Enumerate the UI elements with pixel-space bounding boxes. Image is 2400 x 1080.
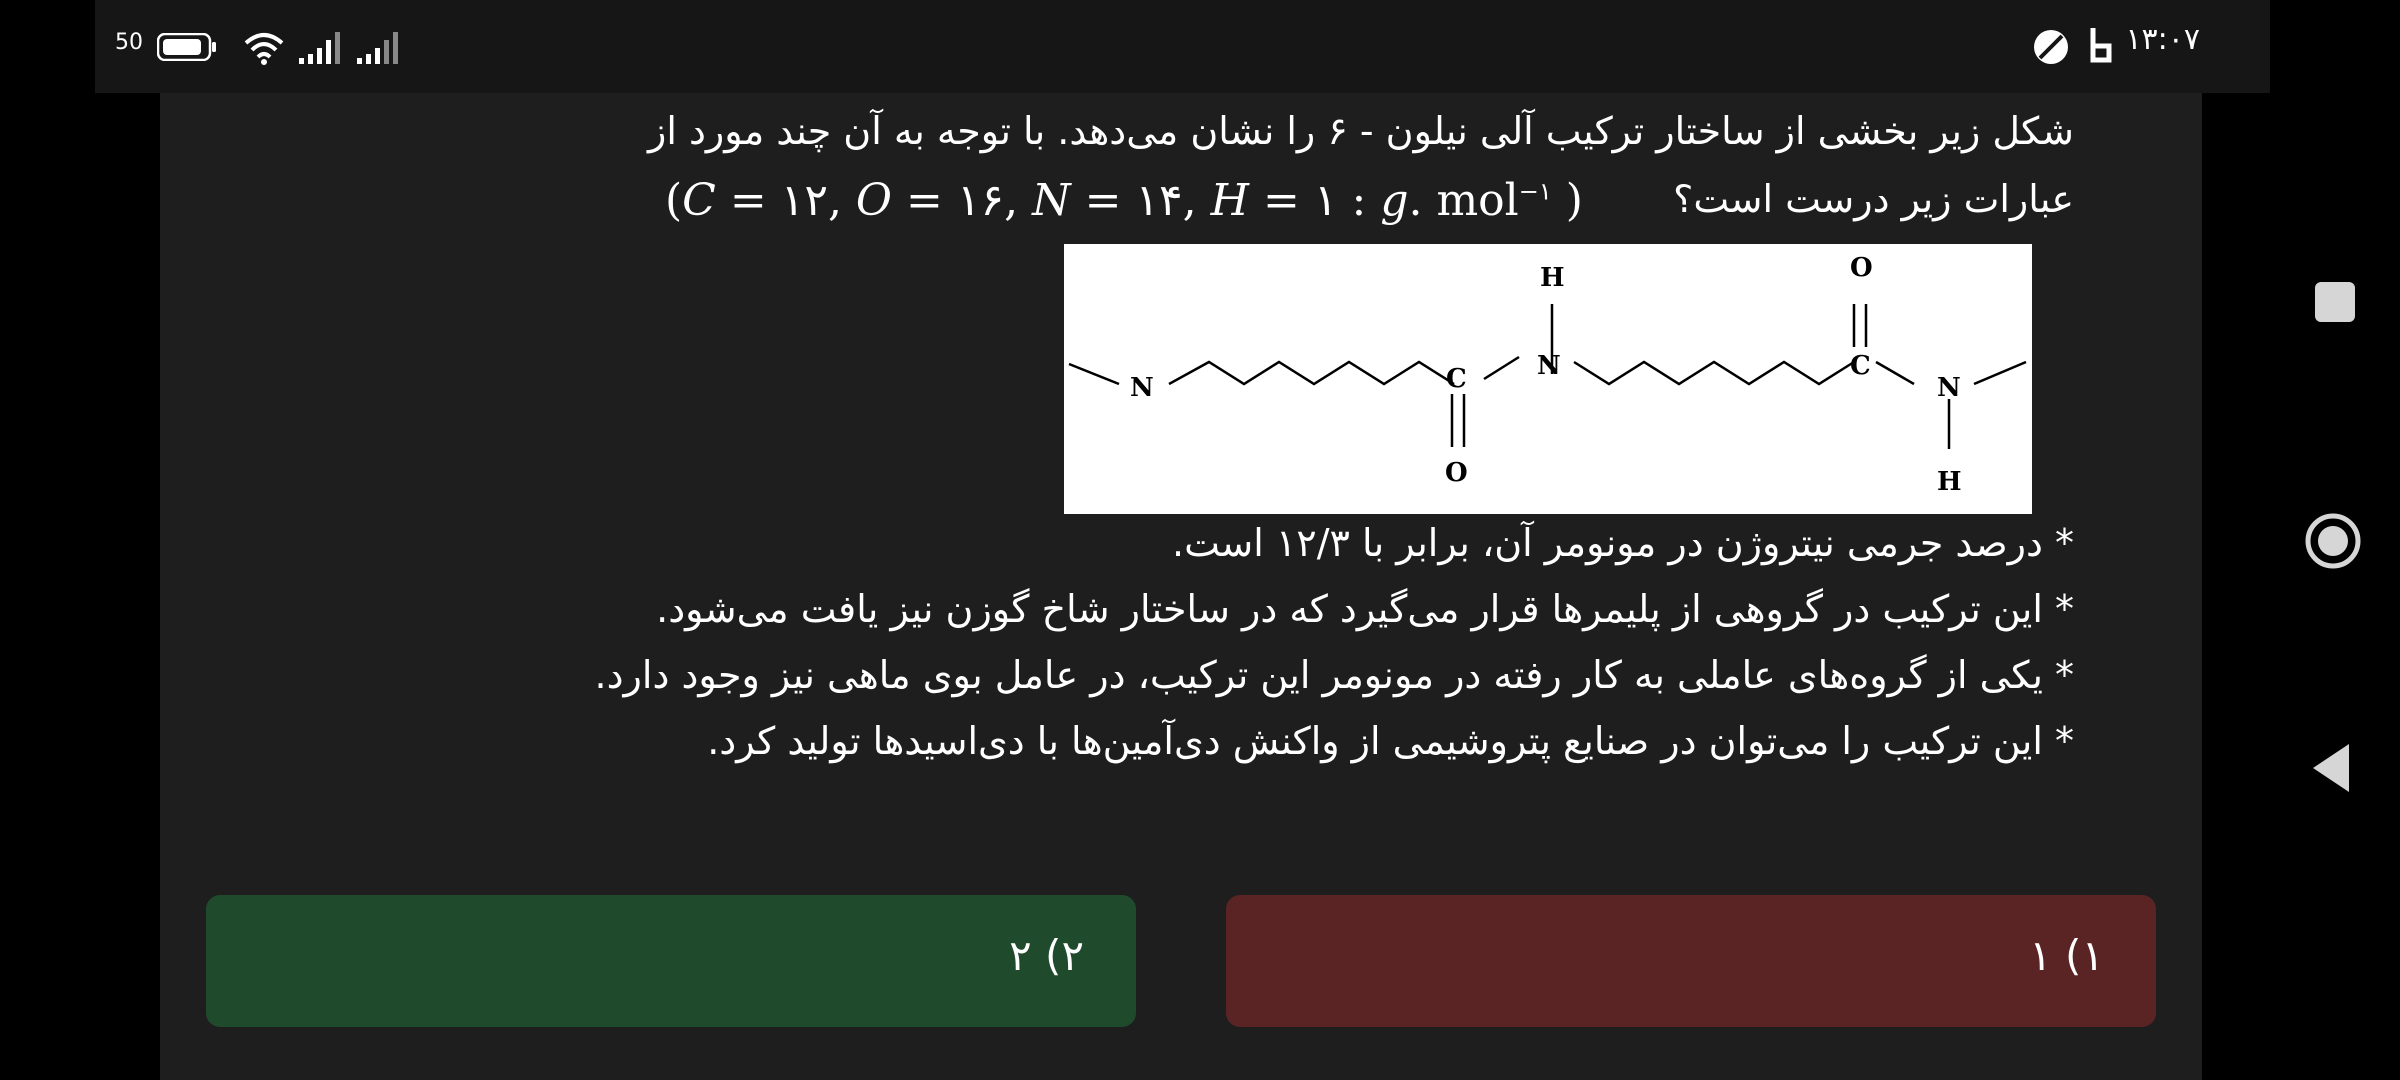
signal-icon <box>299 30 343 64</box>
nylon-6-structure <box>1064 244 2032 514</box>
network-speed: 50 <box>115 30 143 55</box>
battery-icon <box>157 33 217 61</box>
question-text-line2: عبارات زیر درست است؟ <box>1673 177 2074 221</box>
answer-option-1-label: ۱) ۱ <box>2029 931 2104 980</box>
question-text-line1: شکل زیر بخشی از ساختار ترکیب آلی نیلون - ۶ را نشان می‌دهد. با توجه به آن چند مورد از <box>647 109 2074 153</box>
notification-icon <box>2032 28 2070 66</box>
atom-label: N <box>1937 373 1961 403</box>
answer-option-1[interactable] <box>1226 895 2156 1027</box>
atom-label: H <box>1937 467 1962 497</box>
atom-label: O <box>1445 458 1468 488</box>
status-bar <box>95 0 2270 93</box>
home-icon[interactable] <box>2304 512 2362 570</box>
statement-2: * این ترکیب در گروهی از پلیمرها قرار می‌گیرد که در ساختار شاخ گوزن نیز یافت می‌شود. <box>656 587 2074 631</box>
back-icon[interactable] <box>2309 742 2353 794</box>
answer-option-2[interactable] <box>206 895 1136 1027</box>
question-panel <box>160 93 2202 1080</box>
atom-label: O <box>1850 253 1873 283</box>
b-app-icon <box>2088 26 2114 64</box>
statement-1: * درصد جرمی نیتروژن در مونومر آن، برابر با ۱۲/۳ است. <box>1172 521 2074 565</box>
statement-3: * یکی از گروه‌های عاملی به کار رفته در مونومر این ترکیب، در عامل بوی ماهی نیز وجود دارد. <box>594 653 2074 697</box>
atom-label: N <box>1537 351 1561 381</box>
statement-4: * این ترکیب را می‌توان در صنایع پتروشیمی از واکنش دی‌آمین‌ها با دی‌اسیدها تولید کرد. <box>707 719 2074 763</box>
clock: ۱۳:۰۷ <box>2125 22 2200 57</box>
atomic-mass-formula: (C = ۱۲, O = ۱۶, N = ۱۴, H = ۱ : g. mol$^{-۱}$ ) <box>665 175 1583 226</box>
recents-icon[interactable] <box>2315 282 2355 322</box>
atom-label: H <box>1540 263 1565 293</box>
signal-icon <box>357 30 409 64</box>
wifi-icon <box>243 30 285 66</box>
atom-label: C <box>1850 351 1871 381</box>
atom-label: C <box>1446 364 1467 394</box>
atom-label: N <box>1130 373 1154 403</box>
answer-option-2-label: ۲) ۲ <box>1009 931 1084 980</box>
